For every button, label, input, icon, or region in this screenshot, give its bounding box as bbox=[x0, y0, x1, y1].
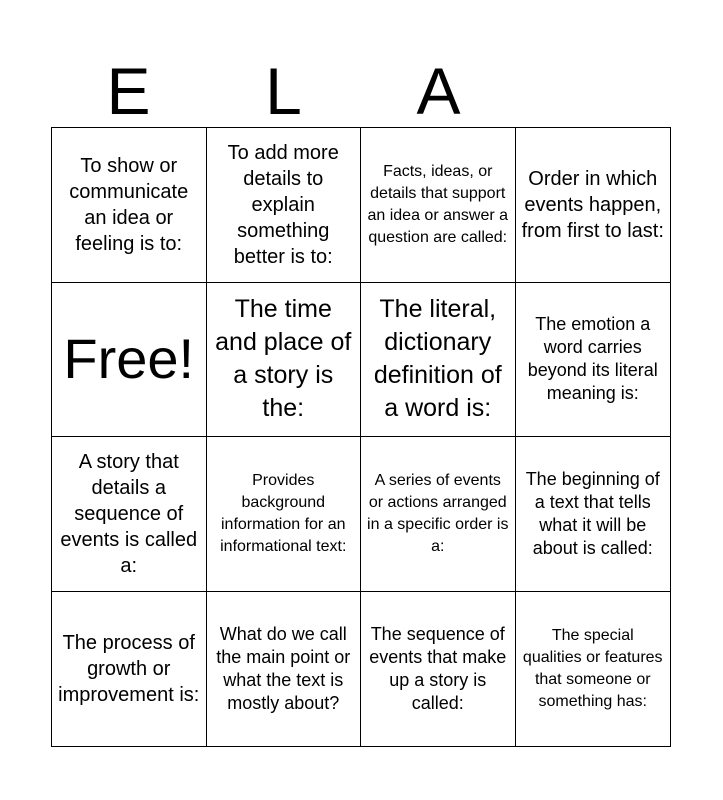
bingo-cell bbox=[516, 437, 671, 592]
cell-text: The time and place of a story is the: bbox=[215, 295, 352, 423]
cell-text: Provides background information for an informational text: bbox=[220, 471, 347, 555]
cell-text: The process of growth or improvement is: bbox=[58, 631, 200, 706]
bingo-cell bbox=[207, 128, 362, 283]
cell-text: A series of events or actions arranged in a specific order is a: bbox=[367, 471, 509, 555]
header-letter-a: A bbox=[416, 54, 461, 128]
bingo-cell bbox=[207, 437, 362, 592]
bingo-cell bbox=[516, 283, 671, 438]
bingo-cell bbox=[361, 128, 516, 283]
bingo-cell bbox=[361, 283, 516, 438]
bingo-cell bbox=[52, 592, 207, 747]
bingo-cell bbox=[52, 437, 207, 592]
cell-text: What do we call the main point or what the text is mostly about? bbox=[216, 623, 351, 713]
bingo-cell bbox=[207, 592, 362, 747]
cell-text: To show or communicate an idea or feeling is to: bbox=[69, 154, 189, 255]
bingo-cell bbox=[516, 128, 671, 283]
bingo-cell bbox=[516, 592, 671, 747]
cell-text: Order in which events happen, from first to last: bbox=[521, 167, 664, 242]
header-letter-l: L bbox=[265, 54, 302, 128]
bingo-cell bbox=[361, 592, 516, 747]
cell-text: A story that details a sequence of events is called a: bbox=[60, 450, 198, 577]
header-letter-e: E bbox=[106, 54, 151, 128]
cell-text: Facts, ideas, or details that support an idea or answer a question are called: bbox=[367, 162, 509, 246]
cell-text: The sequence of events that make up a story is called: bbox=[369, 623, 507, 713]
cell-text: The special qualities or features that someone or something has: bbox=[522, 626, 663, 710]
bingo-cell bbox=[361, 437, 516, 592]
bingo-cell bbox=[52, 128, 207, 283]
bingo-header bbox=[51, 55, 671, 127]
cell-text: To add more details to explain something better is to: bbox=[227, 141, 339, 268]
bingo-card-grid bbox=[51, 127, 671, 747]
cell-text: The beginning of a text that tells what it will be about is called: bbox=[525, 468, 660, 558]
free-space-cell bbox=[52, 283, 207, 438]
bingo-cell bbox=[207, 283, 362, 438]
cell-text: The emotion a word carries beyond its literal meaning is: bbox=[527, 314, 658, 404]
cell-text: The literal, dictionary definition of a word is: bbox=[373, 295, 502, 423]
free-space-text: Free! bbox=[63, 327, 195, 391]
